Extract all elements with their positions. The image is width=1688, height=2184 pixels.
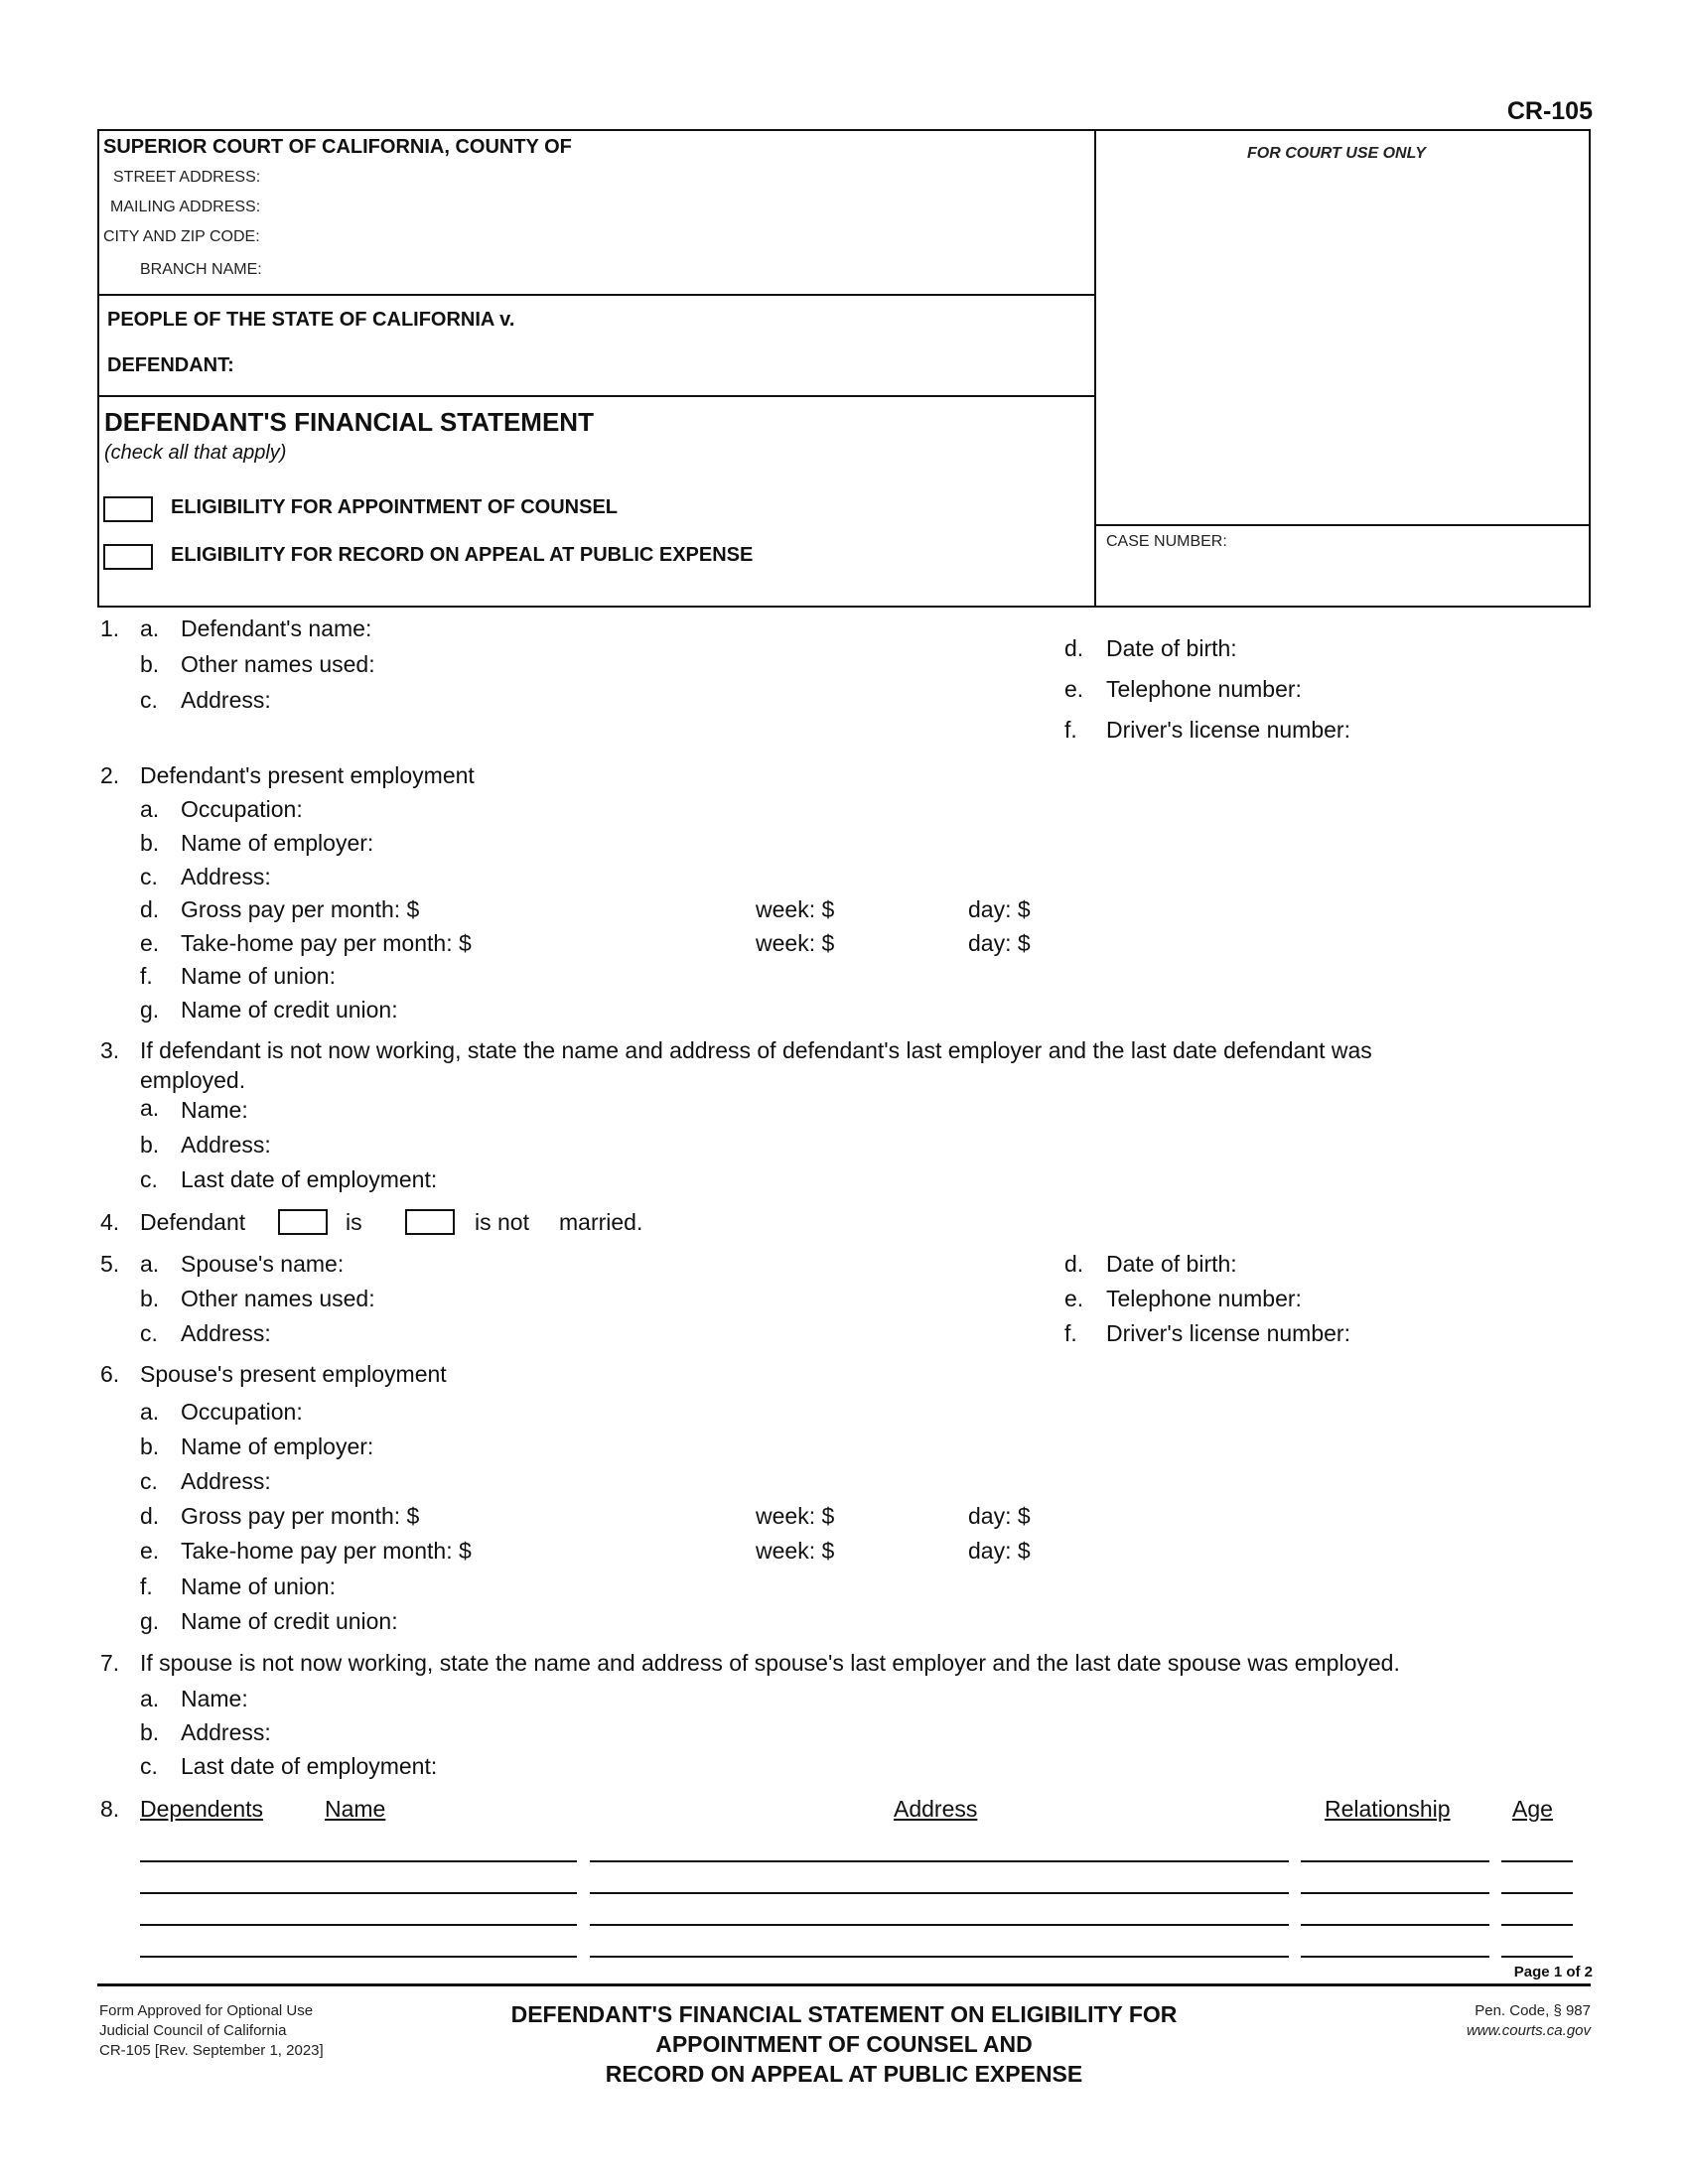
item1f-letter: f. [1064,717,1077,743]
dependent-address-header: Address [894,1796,978,1822]
item6a-letter: a. [140,1399,160,1425]
item5f-label: Driver's license number: [1106,1320,1350,1346]
mailing-address-label: MAILING ADDRESS: [110,199,261,215]
footer-title-line1: DEFENDANT'S FINANCIAL STATEMENT ON ELIGIBILITY FOR [510,2001,1178,2027]
statement-title: DEFENDANT'S FINANCIAL STATEMENT [104,407,594,437]
item5f-letter: f. [1064,1320,1077,1346]
courts-website[interactable]: www.courts.ca.gov [1466,2022,1591,2039]
people-label: PEOPLE OF THE STATE OF CALIFORNIA v. [107,309,515,331]
case-number-field[interactable] [1102,556,1583,600]
item4-defendant-label: Defendant [140,1209,246,1235]
item7-number: 7. [100,1650,120,1676]
footer-rule [97,1983,1591,1986]
dependent-age-header: Age [1512,1796,1553,1822]
item6a-label: Occupation: [181,1399,303,1425]
item5a-label: Spouse's name: [181,1251,345,1277]
record-option-label: ELIGIBILITY FOR RECORD ON APPEAL AT PUBLIC EXPENSE [171,544,754,566]
divider-line [1094,524,1591,526]
item6e-day-label: day: $ [968,1538,1031,1564]
item3-line2: employed. [140,1067,246,1093]
item2f-label: Name of union: [181,963,336,989]
item7-line1: If spouse is not now working, state the name and address of spouse's last employer and the last date spouse was employed. [140,1650,1400,1676]
statute-reference: Pen. Code, § 987 [1475,2002,1591,2019]
item1b-letter: b. [140,651,160,677]
item2e-day-label: day: $ [968,930,1031,956]
item1c-letter: c. [140,687,158,713]
item7b-label: Address: [181,1719,271,1745]
branch-name-field[interactable] [274,257,1088,281]
item1c-label: Address: [181,687,271,713]
item1a-label: Defendant's name: [181,615,372,641]
dependent-relationship-line[interactable] [1301,1892,1489,1894]
item1d-label: Date of birth: [1106,635,1237,661]
item2d-label: Gross pay per month: $ [181,896,420,922]
counsel-checkbox[interactable] [103,496,153,522]
city-zip-label: CITY AND ZIP CODE: [103,228,260,245]
item5d-letter: d. [1064,1251,1084,1277]
item1e-label: Telephone number: [1106,676,1302,702]
item1e-letter: e. [1064,676,1084,702]
dependent-name-line[interactable] [140,1860,577,1862]
item5b-letter: b. [140,1286,160,1311]
item8-number: 8. [100,1796,120,1822]
dependent-address-line[interactable] [590,1892,1289,1894]
item6-number: 6. [100,1361,120,1387]
item5e-label: Telephone number: [1106,1286,1302,1311]
divider-line [97,294,1096,296]
defendant-name-field[interactable] [258,349,1088,377]
item2f-letter: f. [140,963,153,989]
item6f-label: Name of union: [181,1573,336,1599]
item5c-letter: c. [140,1320,158,1346]
item2-number: 2. [100,762,120,788]
court-title: SUPERIOR COURT OF CALIFORNIA, COUNTY OF [103,136,572,158]
city-zip-field[interactable] [274,224,1088,248]
mailing-address-field[interactable] [274,195,1088,218]
item3b-letter: b. [140,1132,160,1158]
item6c-label: Address: [181,1468,271,1494]
item5c-label: Address: [181,1320,271,1346]
dependent-age-line[interactable] [1501,1956,1573,1958]
item2d-letter: d. [140,896,160,922]
item7c-letter: c. [140,1753,158,1779]
item2a-label: Occupation: [181,796,303,822]
dependent-relationship-header: Relationship [1325,1796,1451,1822]
record-checkbox[interactable] [103,544,153,570]
form-number: CR-105 [1506,97,1593,125]
dependent-address-line[interactable] [590,1924,1289,1926]
dependent-relationship-line[interactable] [1301,1956,1489,1958]
case-number-label: CASE NUMBER: [1106,533,1227,550]
item4-is-label: is [346,1209,362,1235]
branch-name-label: BRANCH NAME: [140,261,262,278]
item4-is-not-label: is not [475,1209,529,1235]
item5b-label: Other names used: [181,1286,375,1311]
street-address-field[interactable] [274,165,1088,189]
item2d-day-label: day: $ [968,896,1031,922]
footer-title-line2: APPOINTMENT OF COUNSEL AND [655,2031,1033,2057]
item2e-week-label: week: $ [756,930,835,956]
caption-divider [1094,129,1096,608]
divider-line [97,395,1096,397]
item7b-letter: b. [140,1719,160,1745]
item7a-label: Name: [181,1686,248,1711]
item7a-letter: a. [140,1686,160,1711]
item1f-label: Driver's license number: [1106,717,1350,743]
item2-title: Defendant's present employment [140,762,475,788]
court-use-label: FOR COURT USE ONLY [1247,145,1426,162]
item6f-letter: f. [140,1573,153,1599]
counsel-option-label: ELIGIBILITY FOR APPOINTMENT OF COUNSEL [171,496,619,518]
dependent-age-line[interactable] [1501,1892,1573,1894]
item1a-letter: a. [140,615,160,641]
dependent-age-line[interactable] [1501,1924,1573,1926]
check-all-note: (check all that apply) [104,442,287,464]
item2c-letter: c. [140,864,158,889]
item1d-letter: d. [1064,635,1084,661]
item6e-week-label: week: $ [756,1538,835,1564]
item3c-label: Last date of employment: [181,1166,438,1192]
item6d-day-label: day: $ [968,1503,1031,1529]
dependent-name-line[interactable] [140,1956,577,1958]
dependent-name-line[interactable] [140,1924,577,1926]
dependent-relationship-line[interactable] [1301,1924,1489,1926]
page-number: Page 1 of 2 [1513,1964,1593,1980]
item4-married-label: married. [559,1209,643,1235]
form-revision-text: CR-105 [Rev. September 1, 2023] [99,2042,324,2059]
item5e-letter: e. [1064,1286,1084,1311]
dependent-name-header: Name [325,1796,386,1822]
item2c-label: Address: [181,864,271,889]
item2b-letter: b. [140,830,160,856]
item2a-letter: a. [140,796,160,822]
defendant-label: DEFENDANT: [107,354,234,376]
item6c-letter: c. [140,1468,158,1494]
item5d-label: Date of birth: [1106,1251,1237,1277]
street-address-label: STREET ADDRESS: [113,169,261,186]
item3b-label: Address: [181,1132,271,1158]
judicial-council-text: Judicial Council of California [99,2022,287,2039]
married-is-not-checkbox[interactable] [405,1209,455,1235]
dependent-name-line[interactable] [140,1892,577,1894]
item6d-label: Gross pay per month: $ [181,1503,420,1529]
item3a-letter: a. [140,1095,160,1121]
dependent-relationship-line[interactable] [1301,1860,1489,1862]
item5a-letter: a. [140,1251,160,1277]
item3c-letter: c. [140,1166,158,1192]
item4-number: 4. [100,1209,120,1235]
item5-number: 5. [100,1251,120,1277]
item6-title: Spouse's present employment [140,1361,447,1387]
item6b-letter: b. [140,1433,160,1459]
item2e-letter: e. [140,930,160,956]
item1b-label: Other names used: [181,651,375,677]
married-is-checkbox[interactable] [278,1209,328,1235]
dependent-age-line[interactable] [1501,1860,1573,1862]
footer-title-line3: RECORD ON APPEAL AT PUBLIC EXPENSE [605,2061,1083,2087]
item6d-letter: d. [140,1503,160,1529]
item7c-label: Last date of employment: [181,1753,438,1779]
item3-line1: If defendant is not now working, state the name and address of defendant's last employer and the last date defendant was [140,1037,1372,1063]
item2g-letter: g. [140,997,160,1023]
item6g-letter: g. [140,1608,160,1634]
dependent-address-line[interactable] [590,1956,1289,1958]
item6e-label: Take-home pay per month: $ [181,1538,472,1564]
item6b-label: Name of employer: [181,1433,374,1459]
item6e-letter: e. [140,1538,160,1564]
item2g-label: Name of credit union: [181,997,398,1023]
item6g-label: Name of credit union: [181,1608,398,1634]
item2d-week-label: week: $ [756,896,835,922]
item3-number: 3. [100,1037,120,1063]
item2e-label: Take-home pay per month: $ [181,930,472,956]
dependent-address-line[interactable] [590,1860,1289,1862]
form-approved-text: Form Approved for Optional Use [99,2002,314,2019]
item6d-week-label: week: $ [756,1503,835,1529]
dependents-header: Dependents [140,1796,264,1822]
item1-number: 1. [100,615,120,641]
item2b-label: Name of employer: [181,830,374,856]
item3a-label: Name: [181,1097,248,1123]
